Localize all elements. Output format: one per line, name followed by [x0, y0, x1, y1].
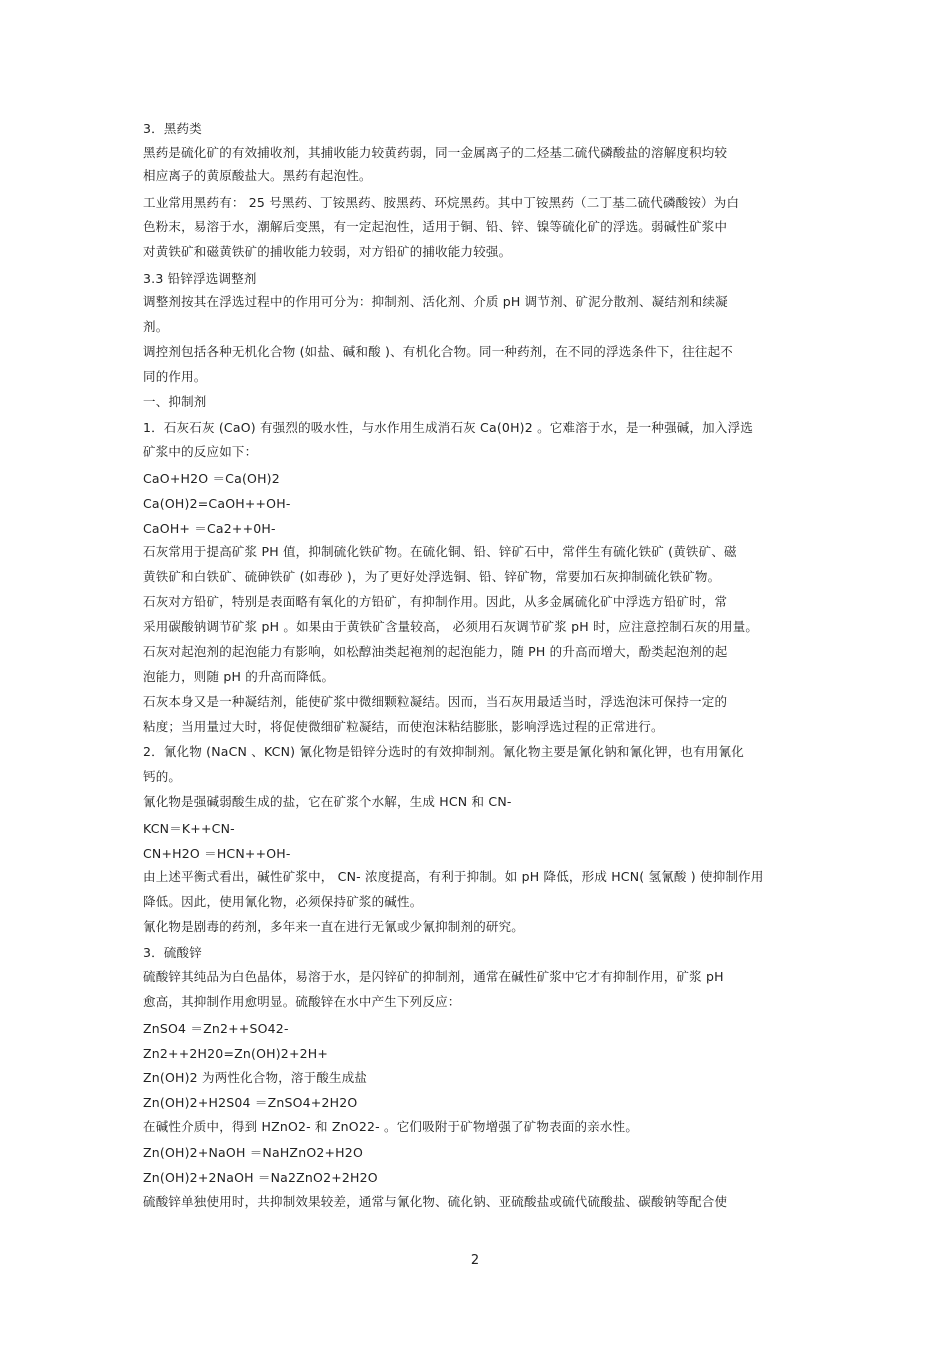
text-line: CaOH+ ＝Ca2++0H-: [143, 521, 276, 536]
text-line: 色粉末，易溶于水，潮解后变黑，有一定起泡性，适用于铜、铅、锌、镍等硫化矿的浮选。弱碱性矿浆中: [143, 219, 728, 234]
text-line: 对黄铁矿和磁黄铁矿的捕收能力较弱，对方铅矿的捕收能力较强。: [143, 244, 512, 259]
text-line: 2．氰化物 (NaCN 、KCN) 氰化物是铅锌分选时的有效抑制剂。氰化物主要是氰化钠和氰化钾，也有用氰化: [143, 744, 744, 759]
text-line: 石灰本身又是一种凝结剂，能使矿浆中微细颗粒凝结。因而，当石灰用最适当时，浮选泡沫可保持一定的: [143, 694, 728, 709]
text-line: 硫酸锌单独使用时，共抑制效果较差，通常与氰化物、硫化钠、亚硫酸盐或硫代硫酸盐、碳酸钠等配合使: [143, 1194, 728, 1209]
page-number: 2: [470, 1253, 480, 1268]
text-line: Zn2++2H20=Zn(OH)2+2H+: [143, 1046, 329, 1061]
text-line: 黑药是硫化矿的有效捕收剂，其捕收能力较黄药弱，同一金属离子的二烃基二硫代磷酸盐的溶解度积均较: [143, 145, 728, 160]
text-line: 同的作用。: [143, 369, 207, 384]
text-line: 泡能力，则随 pH 的升高而降低。: [143, 669, 335, 684]
text-line: 石灰对起泡剂的起泡能力有影响，如松醇油类起袍剂的起泡能力，随 PH 的升高而增大，酚类起泡剂的起: [143, 644, 728, 659]
text-line: CN+H2O ＝HCN++OH-: [143, 846, 291, 861]
text-line: Zn(OH)2+2NaOH ＝Na2ZnO2+2H2O: [143, 1170, 378, 1185]
text-line: 矿浆中的反应如下：: [143, 444, 258, 459]
text-line: 石灰常用于提高矿浆 PH 值，抑制硫化铁矿物。在硫化铜、铅、锌矿石中，常伴生有硫化铁矿 (黄铁矿、磁: [143, 544, 737, 559]
text-line: CaO+H2O ＝Ca(OH)2: [143, 471, 280, 486]
text-line: 相应离子的黄原酸盐大。黑药有起泡性。: [143, 168, 372, 183]
text-line: 3．硫酸锌: [143, 945, 202, 960]
text-line: ZnSO4 ＝Zn2++SO42-: [143, 1021, 289, 1036]
text-line: 调控剂包括各种无机化合物 (如盐、碱和酸 )、有机化合物。同一种药剂，在不同的浮选条件下，往往起不: [143, 344, 734, 359]
text-line: 粘度；当用量过大时，将促使微细矿粒凝结，而使泡沫粘结膨胀，影响浮选过程的正常进行。: [143, 719, 664, 734]
text-line: 剂。: [143, 319, 169, 334]
text-line: 氰化物是剧毒的药剂，多年来一直在进行无氰或少氰抑制剂的研究。: [143, 919, 525, 934]
text-line: 硫酸锌其纯品为白色晶体，易溶于水，是闪锌矿的抑制剂，通常在碱性矿浆中它才有抑制作用，矿浆 pH: [143, 969, 724, 984]
text-line: 工业常用黑药有： 25 号黑药、丁铵黑药、胺黑药、环烷黑药。其中丁铵黑药（二丁基二硫代磷酸铵）为白: [143, 195, 740, 210]
text-line: Zn(OH)2 为两性化合物，溶于酸生成盐: [143, 1070, 368, 1085]
text-line: Ca(OH)2=CaOH++OH-: [143, 496, 291, 511]
text-line: Zn(OH)2+NaOH ＝NaHZnO2+H2O: [143, 1145, 363, 1160]
text-line: 由上述平衡式看出，碱性矿浆中， CN- 浓度提高，有利于抑制。如 pH 降低，形成 HCN( 氢氰酸 ) 使抑制作用: [143, 869, 764, 884]
text-line: Zn(OH)2+H2S04 ＝ZnSO4+2H2O: [143, 1095, 358, 1110]
text-line: 钙的。: [143, 769, 182, 784]
text-line: 愈高，其抑制作用愈明显。硫酸锌在水中产生下列反应：: [143, 994, 461, 1009]
text-line: 在碱性介质中，得到 HZnO2- 和 ZnO22- 。它们吸附于矿物增强了矿物表面的亲水性。: [143, 1119, 639, 1134]
text-line: KCN＝K++CN-: [143, 821, 235, 836]
text-line: 石灰对方铅矿，特别是表面略有氧化的方铅矿，有抑制作用。因此，从多金属硫化矿中浮选方铅矿时，常: [143, 594, 728, 609]
text-line: 1．石灰石灰 (CaO) 有强烈的吸水性，与水作用生成消石灰 Ca(0H)2 。它难溶于水，是一种强碱，加入浮选: [143, 420, 753, 435]
text-line: 采用碳酸钠调节矿浆 pH 。如果由于黄铁矿含量较高， 必须用石灰调节矿浆 pH 时，应注意控制石灰的用量。: [143, 619, 759, 634]
text-line: 氰化物是强碱弱酸生成的盐，它在矿浆个水解，生成 HCN 和 CN-: [143, 794, 512, 809]
text-line: 3.3 铅锌浮选调整剂: [143, 271, 257, 286]
text-line: 3．黑药类: [143, 121, 202, 136]
text-line: 调整剂按其在浮选过程中的作用可分为：抑制剂、活化剂、介质 pH 调节剂、矿泥分散剂、凝结剂和续凝: [143, 294, 728, 309]
text-line: 一、抑制剂: [143, 394, 207, 409]
text-line: 黄铁矿和白铁矿、硫砷铁矿 (如毒砂 )，为了更好处浮选铜、铅、锌矿物，常要加石灰抑制硫化铁矿物。: [143, 569, 721, 584]
text-line: 降低。因此，使用氰化物，必须保持矿浆的碱性。: [143, 894, 423, 909]
